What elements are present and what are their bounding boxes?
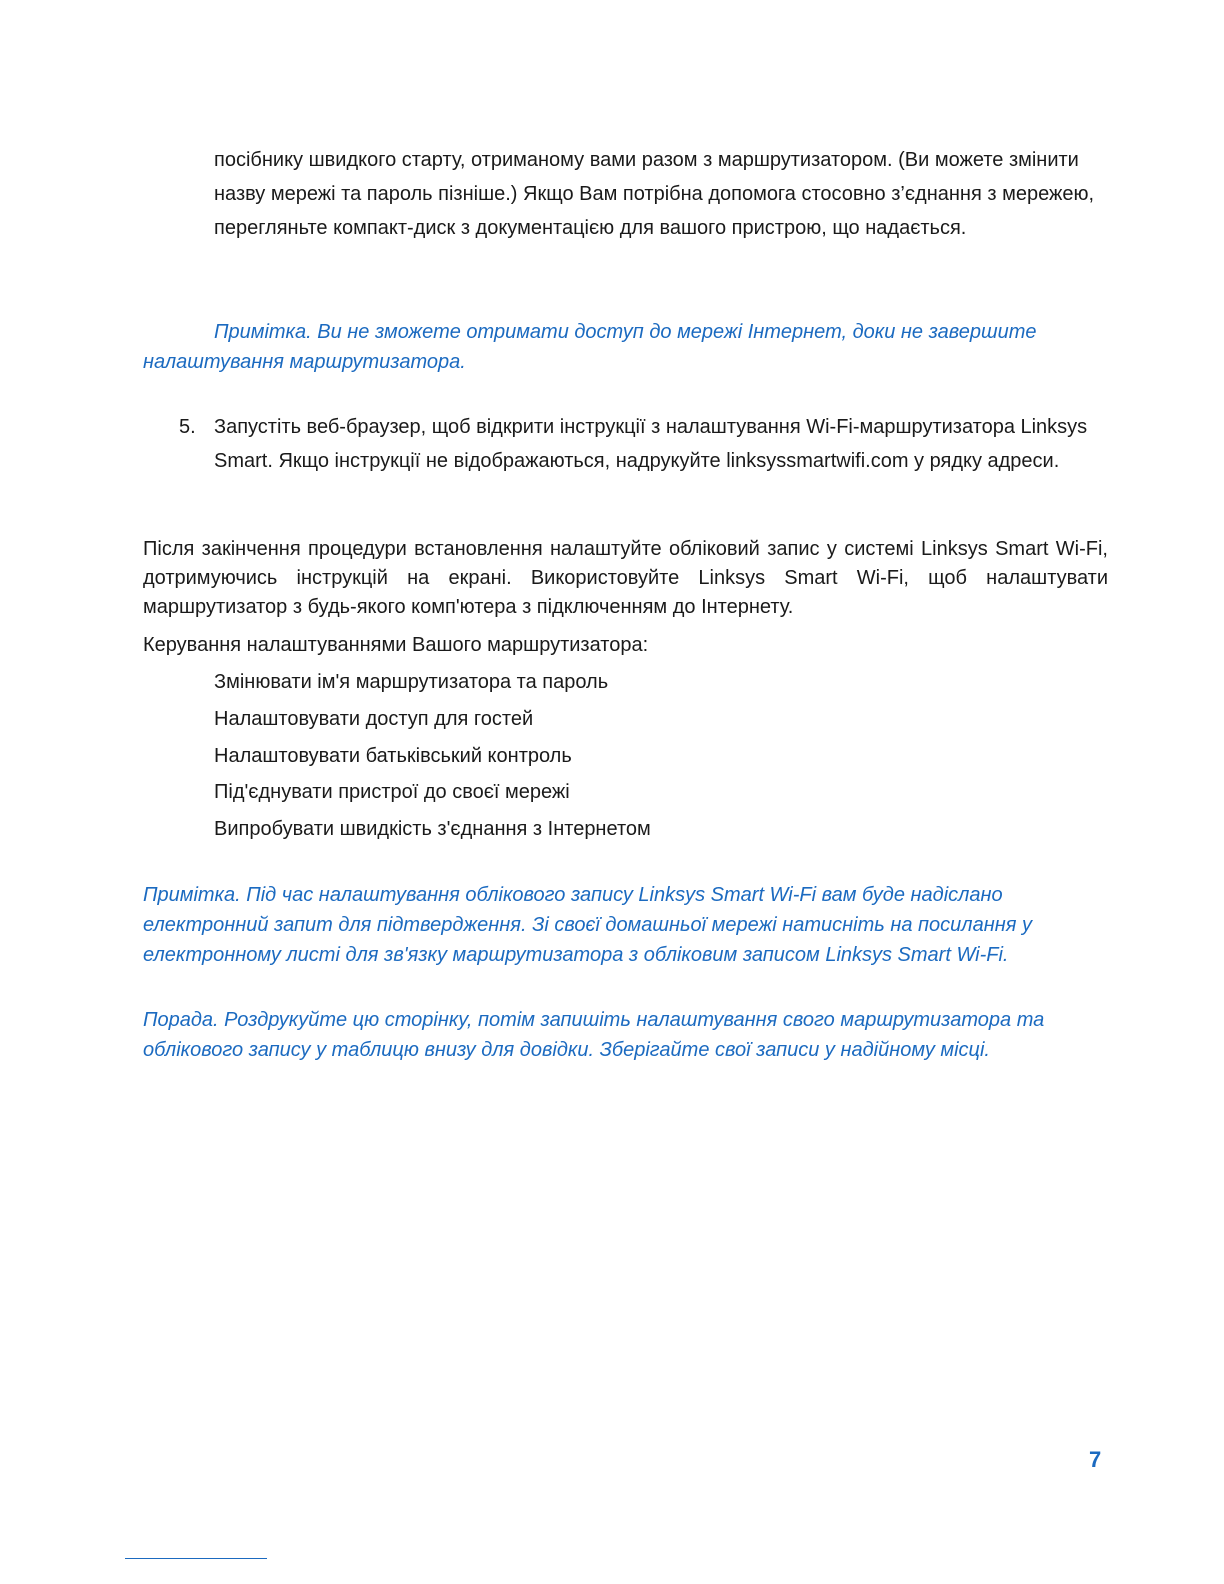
list-item: Змінювати ім'я маршрутизатора та пароль — [214, 671, 609, 693]
account-setup-paragraph: Після закінчення процедури встановлення налаштуйте обліковий запис у системі Linksys Smart Wi-Fi, дотримуючись інструкцій на екрані. Використовуйте Linksys Smart Wi-Fi, щоб налаштувати маршрутизатор з будь-якого комп'ютера з підключенням до Інтернету. — [143, 538, 1108, 618]
page-number: 7 — [1089, 1447, 1102, 1472]
footnote-divider — [125, 1558, 267, 1559]
step-number: 5. — [179, 416, 196, 438]
list-item: Налаштовувати доступ для гостей — [214, 707, 534, 730]
list-item: Під'єднувати пристрої до своєї мережі — [214, 781, 570, 804]
tip-print-page: Порада. Роздрукуйте цю сторінку, потім запишіть налаштування свого маршрутизатора та облікового запису у таблицю внизу для довідки. Зберігайте свої записи у надійному місці. — [143, 1009, 1045, 1061]
manage-settings-heading: Керування налаштуваннями Вашого маршрутизатора: — [143, 634, 649, 656]
note-email-verification: Примітка. Під час налаштування облікового запису Linksys Smart Wi-Fi вам буде надіслано електронний запит для підтвердження. Зі своєї домашньої мережі натисніть на посилання у електронному листі для зв'язку маршрутизатора з обліковим записом Linksys Smart Wi-Fi. — [143, 884, 1032, 966]
feature-list — [214, 667, 651, 851]
list-item: Випробувати швидкість з'єднання з Інтернетом — [214, 818, 651, 841]
setup-continuation-paragraph: посібнику швидкого старту, отриманому вами разом з маршрутизатором. (Ви можете змінити назву мережі та пароль пізніше.) Якщо Вам потрібна допомога стосовно з’єднання з мережею, перегляньте компакт-диск з документацією для вашого пристрою, що надається. — [214, 149, 1095, 239]
step-text: Запустіть веб-браузер, щоб відкрити інструкції з налаштування Wi-Fi-маршрутизатора Linksys Smart. Якщо інструкції не відображаються, надрукуйте linksyssmartwifi.com у рядку адреси. — [214, 416, 1088, 472]
note-internet-access: Примітка. Ви не зможете отримати доступ до мережі Інтернет, доки не завершите налаштування маршрутизатора. — [143, 321, 1037, 373]
step-5 — [143, 410, 1093, 478]
list-item: Налаштовувати батьківський контроль — [214, 744, 572, 767]
